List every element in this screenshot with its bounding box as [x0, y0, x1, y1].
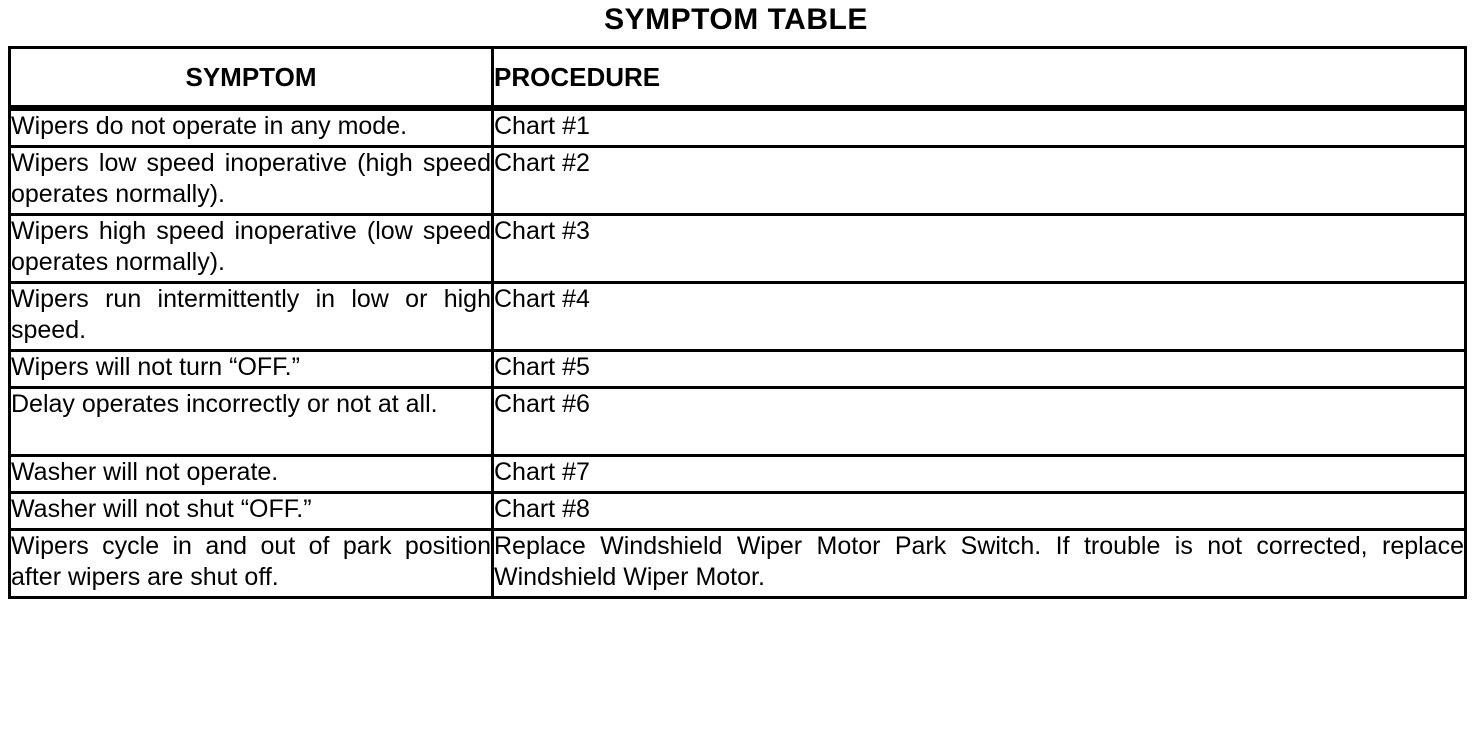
table-row [10, 530, 1466, 598]
procedure-cell: Chart #7 [493, 456, 1466, 493]
symptom-cell: Wipers run intermittently in low or high speed. [10, 283, 493, 351]
column-header-procedure: PROCEDURE [493, 48, 1466, 109]
procedure-cell: Chart #4 [493, 283, 1466, 351]
symptom-cell: Wipers low speed inoperative (high speed operates normally). [10, 147, 493, 215]
procedure-cell: Chart #8 [493, 493, 1466, 530]
symptom-cell: Wipers high speed inoperative (low speed operates normally). [10, 215, 493, 283]
procedure-cell: Chart #1 [493, 108, 1466, 147]
table-row [10, 456, 1466, 493]
symptom-cell: Washer will not shut “OFF.” [10, 493, 493, 530]
procedure-cell: Chart #6 [493, 388, 1466, 456]
table-row [10, 388, 1466, 456]
page-title: SYMPTOM TABLE [604, 3, 868, 36]
table-row [10, 215, 1466, 283]
table-row [10, 147, 1466, 215]
procedure-cell: Replace Windshield Wiper Motor Park Switch. If trouble is not corrected, replace Windshield Wiper Motor. [493, 530, 1466, 598]
procedure-cell: Chart #2 [493, 147, 1466, 215]
symptom-table [8, 46, 1467, 599]
symptom-cell: Wipers do not operate in any mode. [10, 108, 493, 147]
table-row [10, 283, 1466, 351]
procedure-cell: Chart #3 [493, 215, 1466, 283]
table-row [10, 493, 1466, 530]
table-row [10, 351, 1466, 388]
symptom-cell: Wipers cycle in and out of park position after wipers are shut off. [10, 530, 493, 598]
table-header-row [10, 48, 1466, 109]
column-header-symptom: SYMPTOM [10, 48, 493, 109]
symptom-cell: Wipers will not turn “OFF.” [10, 351, 493, 388]
symptom-cell: Washer will not operate. [10, 456, 493, 493]
symptom-cell: Delay operates incorrectly or not at all. [10, 388, 493, 456]
procedure-cell: Chart #5 [493, 351, 1466, 388]
table-row [10, 108, 1466, 147]
